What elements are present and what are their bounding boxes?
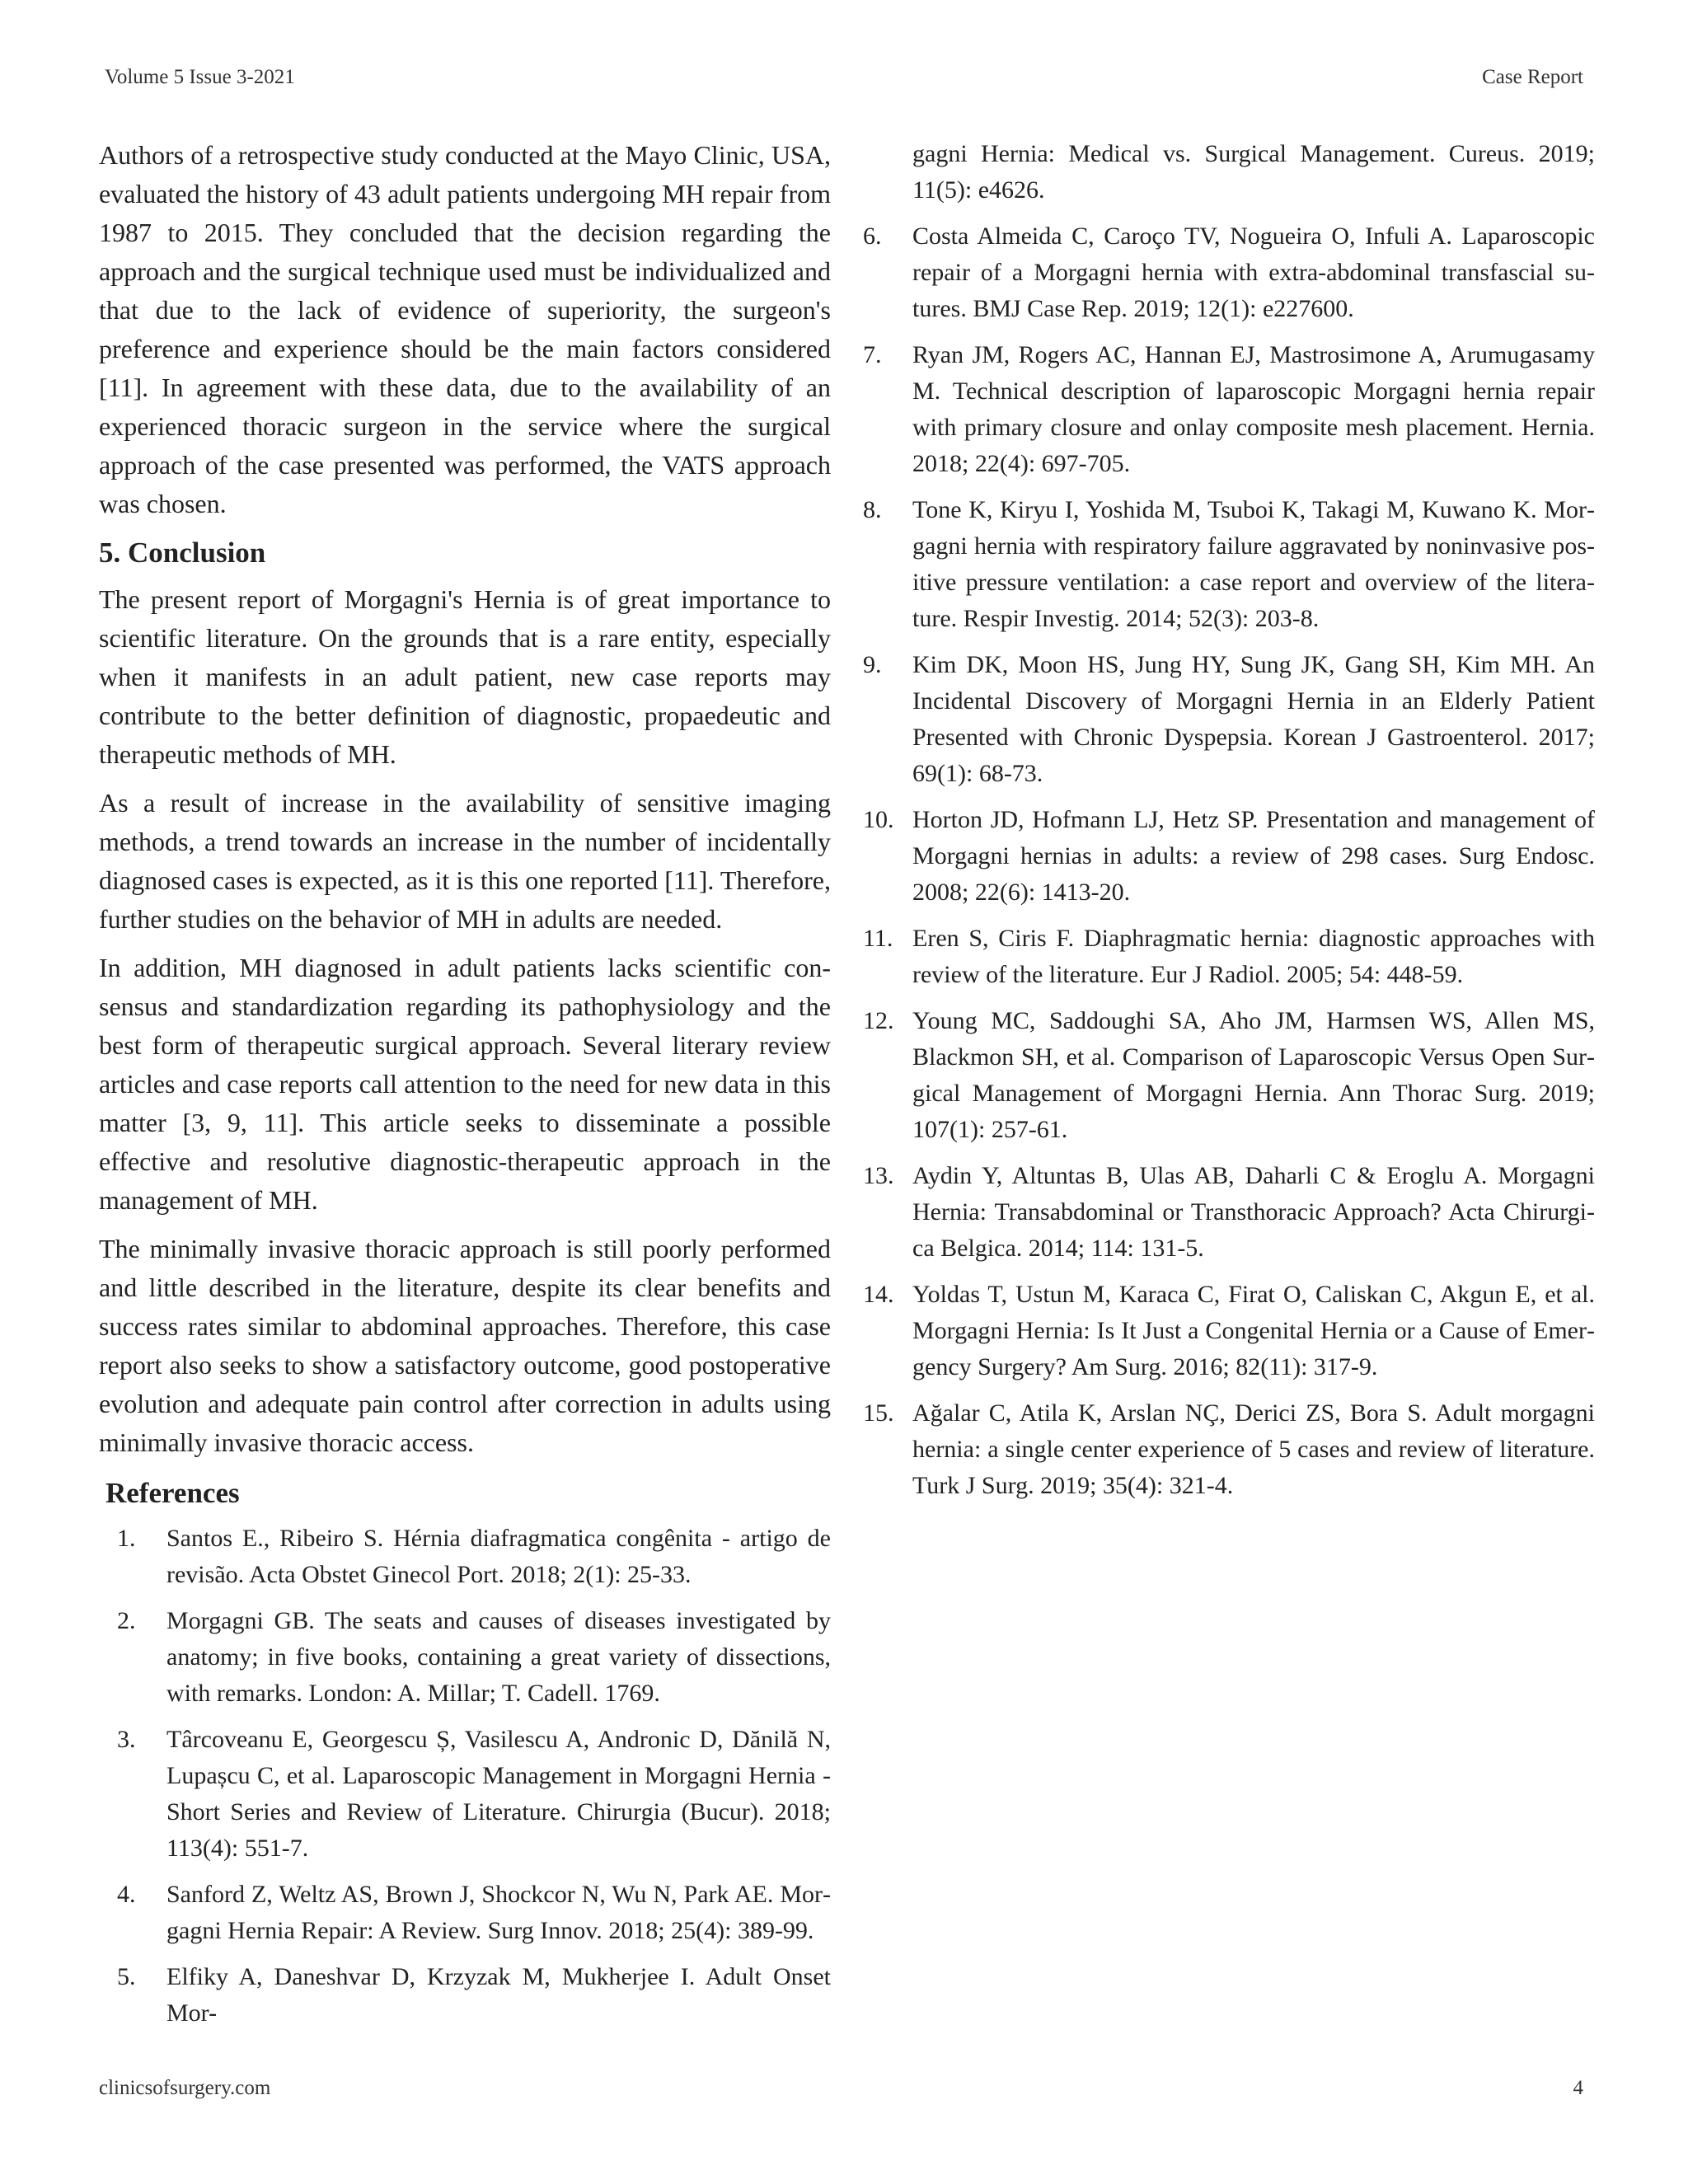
body-paragraph: As a result of increase in the availability of sensitive imaging methods, a trend towards an increase in the number of incidentally diagnosed cases is expected, as it is this one reported [11]. Therefore, further studies on the behavior of MH in adults are needed. (99, 788, 831, 934)
reference-number: 12. (863, 1007, 894, 1034)
reference-number: 11. (863, 925, 893, 952)
reference-continuation: gagni Hernia: Medical vs. Surgical Management. Cureus. 2019; 11(5): e4626. (912, 140, 1595, 204)
footer-website: clinicsofsurgery.com (99, 2077, 271, 2099)
body-paragraph: Authors of a retrospective study conducted at the Mayo Clinic, USA, evaluated the history of 43 adult patients undergoing MH repair from 1987 to 2015. They concluded that the decision regarding the approach and the surgical technique used must be individualized and that due to the lack of evidence of superiority, the surgeon's preference and experience should be the main factors considered [11]. In agreement with these data, due to the availability of an experienced thoracic surgeon in the service where the surgical approach of the case presented was performed, the VATS approach was chosen. (99, 140, 831, 518)
reference-item (863, 1277, 1595, 1385)
reference-text: Elfiky A, Daneshvar D, Krzyzak M, Mukherjee I. Adult Onset Mor- (166, 1963, 831, 2027)
reference-list (99, 1521, 831, 2032)
reference-item (107, 1722, 831, 1867)
reference-list (863, 218, 1595, 1504)
reference-item (107, 1603, 831, 1712)
body-paragraph: The minimally invasive thoracic approach is still poorly performed and little described in the literature, despite its clear benefits and success rates similar to abdominal approaches. Therefore, this case report also seeks to show a satisfactory outcome, good postoperative evolution and adequate pain control after correction in adults using minimally invasive thoracic access. (99, 1234, 831, 1457)
reference-item (863, 1395, 1595, 1504)
reference-text: Eren S, Ciris F. Diaphragmatic hernia: diagnostic approaches with review of the literature. Eur J Radiol. 2005; 54: 448-59. (912, 925, 1595, 988)
reference-item (863, 1158, 1595, 1267)
body-paragraph: The present report of Morgagni's Hernia is of great importance to scientific literature. On the grounds that is a rare entity, especially when it manifests in an adult patient, new case reports may contribute to the better definition of diagnostic, propaedeutic and therapeutic methods of MH. (99, 584, 831, 769)
reference-number: 10. (863, 806, 894, 833)
page-number: 4 (1573, 2077, 1583, 2099)
reference-item (863, 492, 1595, 637)
reference-item (863, 218, 1595, 327)
reference-item (863, 1003, 1595, 1148)
reference-number: 1. (117, 1525, 136, 1552)
reference-text: Yoldas T, Ustun M, Karaca C, Firat O, Caliskan C, Akgun E, et al. Morgagni Hernia: Is It Just a Congenital Hernia or a Cause of Emergency Surgery? Am Surg. 2016; 82(11): 317-9. (912, 1281, 1595, 1380)
reference-text: Aydin Y, Altuntas B, Ulas AB, Daharli C & Eroglu A. Morgagni Hernia: Transabdominal or Transthoracic Approach? Acta Chirurgica Belgica. 2014; 114: 131-5. (912, 1162, 1595, 1262)
reference-number: 3. (117, 1726, 136, 1753)
reference-item (107, 1877, 831, 1949)
running-header-article-type: Case Report (1482, 66, 1583, 88)
reference-item (863, 337, 1595, 482)
reference-number: 4. (117, 1881, 136, 1908)
reference-text: Santos E., Ribeiro S. Hérnia diafragmatica congênita - artigo de revisão. Acta Obstet Ginecol Port. 2018; 2(1): 25-33. (166, 1525, 831, 1588)
left-column (99, 136, 831, 2041)
reference-item (107, 1521, 831, 1593)
reference-number: 8. (863, 496, 882, 523)
reference-number: 7. (863, 341, 882, 368)
reference-text: Tone K, Kiryu I, Yoshida M, Tsuboi K, Takagi M, Kuwano K. Morgagni hernia with respiratory failure aggravated by noninvasive positive pressure ventilation: a case report and overview of the literature. Respir Investig. 2014; 52(3): 203-8. (912, 496, 1595, 632)
reference-text: Kim DK, Moon HS, Jung HY, Sung JK, Gang SH, Kim MH. An Incidental Discovery of Morgagni Hernia in an Elderly Patient Presented with Chronic Dyspepsia. Korean J Gastroenterol. 2017; 69(1): 68-73. (912, 651, 1595, 787)
reference-item (863, 921, 1595, 993)
reference-item (107, 1959, 831, 2032)
reference-text: Sanford Z, Weltz AS, Brown J, Shockcor N, Wu N, Park AE. Morgagni Hernia Repair: A Review. Surg Innov. 2018; 25(4): 389-99. (166, 1881, 831, 1944)
running-header-volume: Volume 5 Issue 3-2021 (105, 66, 295, 88)
right-column (863, 136, 1595, 1514)
reference-text: Morgagni GB. The seats and causes of diseases investigated by anatomy; in five books, containing a great variety of dissections, with remarks. London: A. Millar; T. Cadell. 1769. (166, 1607, 831, 1707)
reference-number: 15. (863, 1399, 894, 1427)
body-paragraph: In addition, MH diagnosed in adult patients lacks scientific consensus and standardization regarding its pathophysiology and the best form of therapeutic surgical approach. Several literary review articles and case reports call attention to the need for new data in this matter [3, 9, 11]. This article seeks to disseminate a possible effective and resolutive diagnostic-therapeutic approach in the management of MH. (99, 953, 831, 1215)
section-heading-conclusion: 5. Conclusion (99, 537, 266, 569)
reference-number: 6. (863, 223, 882, 250)
reference-text: Târcoveanu E, Georgescu Ș, Vasilescu A, Andronic D, Dănilă N, Lupașcu C, et al. Laparoscopic Management in Morgagni Hernia - Short Series and Review of Literature. Chirurgia (Bucur). 2018; 113(4): 551-7. (166, 1726, 831, 1862)
reference-item (863, 647, 1595, 792)
reference-text: Ryan JM, Rogers AC, Hannan EJ, Mastrosimone A, Arumugasamy M. Technical description of laparoscopic Morgagni hernia repair with primary closure and onlay composite mesh placement. Hernia. 2018; 22(4): 697-705. (912, 341, 1595, 477)
reference-text: Horton JD, Hofmann LJ, Hetz SP. Presentation and management of Morgagni hernias in adults: a review of 298 cases. Surg Endosc. 2008; 22(6): 1413-20. (912, 806, 1595, 906)
reference-number: 14. (863, 1281, 894, 1308)
reference-text: Young MC, Saddoughi SA, Aho JM, Harmsen WS, Allen MS, Blackmon SH, et al. Comparison of Laparoscopic Versus Open Surgical Management of Morgagni Hernia. Ann Thorac Surg. 2019; 107(1): 257-61. (912, 1007, 1595, 1143)
reference-text: Costa Almeida C, Caroço TV, Nogueira O, Infuli A. Laparoscopic repair of a Morgagni hernia with extra-abdominal transfascial sutures. BMJ Case Rep. 2019; 12(1): e227600. (912, 223, 1595, 322)
reference-text: Ağalar C, Atila K, Arslan NÇ, Derici ZS, Bora S. Adult morgagni hernia: a single center experience of 5 cases and review of literature. Turk J Surg. 2019; 35(4): 321-4. (912, 1399, 1595, 1499)
reference-number: 2. (117, 1607, 136, 1634)
reference-number: 13. (863, 1162, 894, 1189)
section-heading-references: References (106, 1477, 240, 1509)
reference-number: 5. (117, 1963, 136, 1990)
reference-number: 9. (863, 651, 882, 678)
reference-item (863, 802, 1595, 911)
